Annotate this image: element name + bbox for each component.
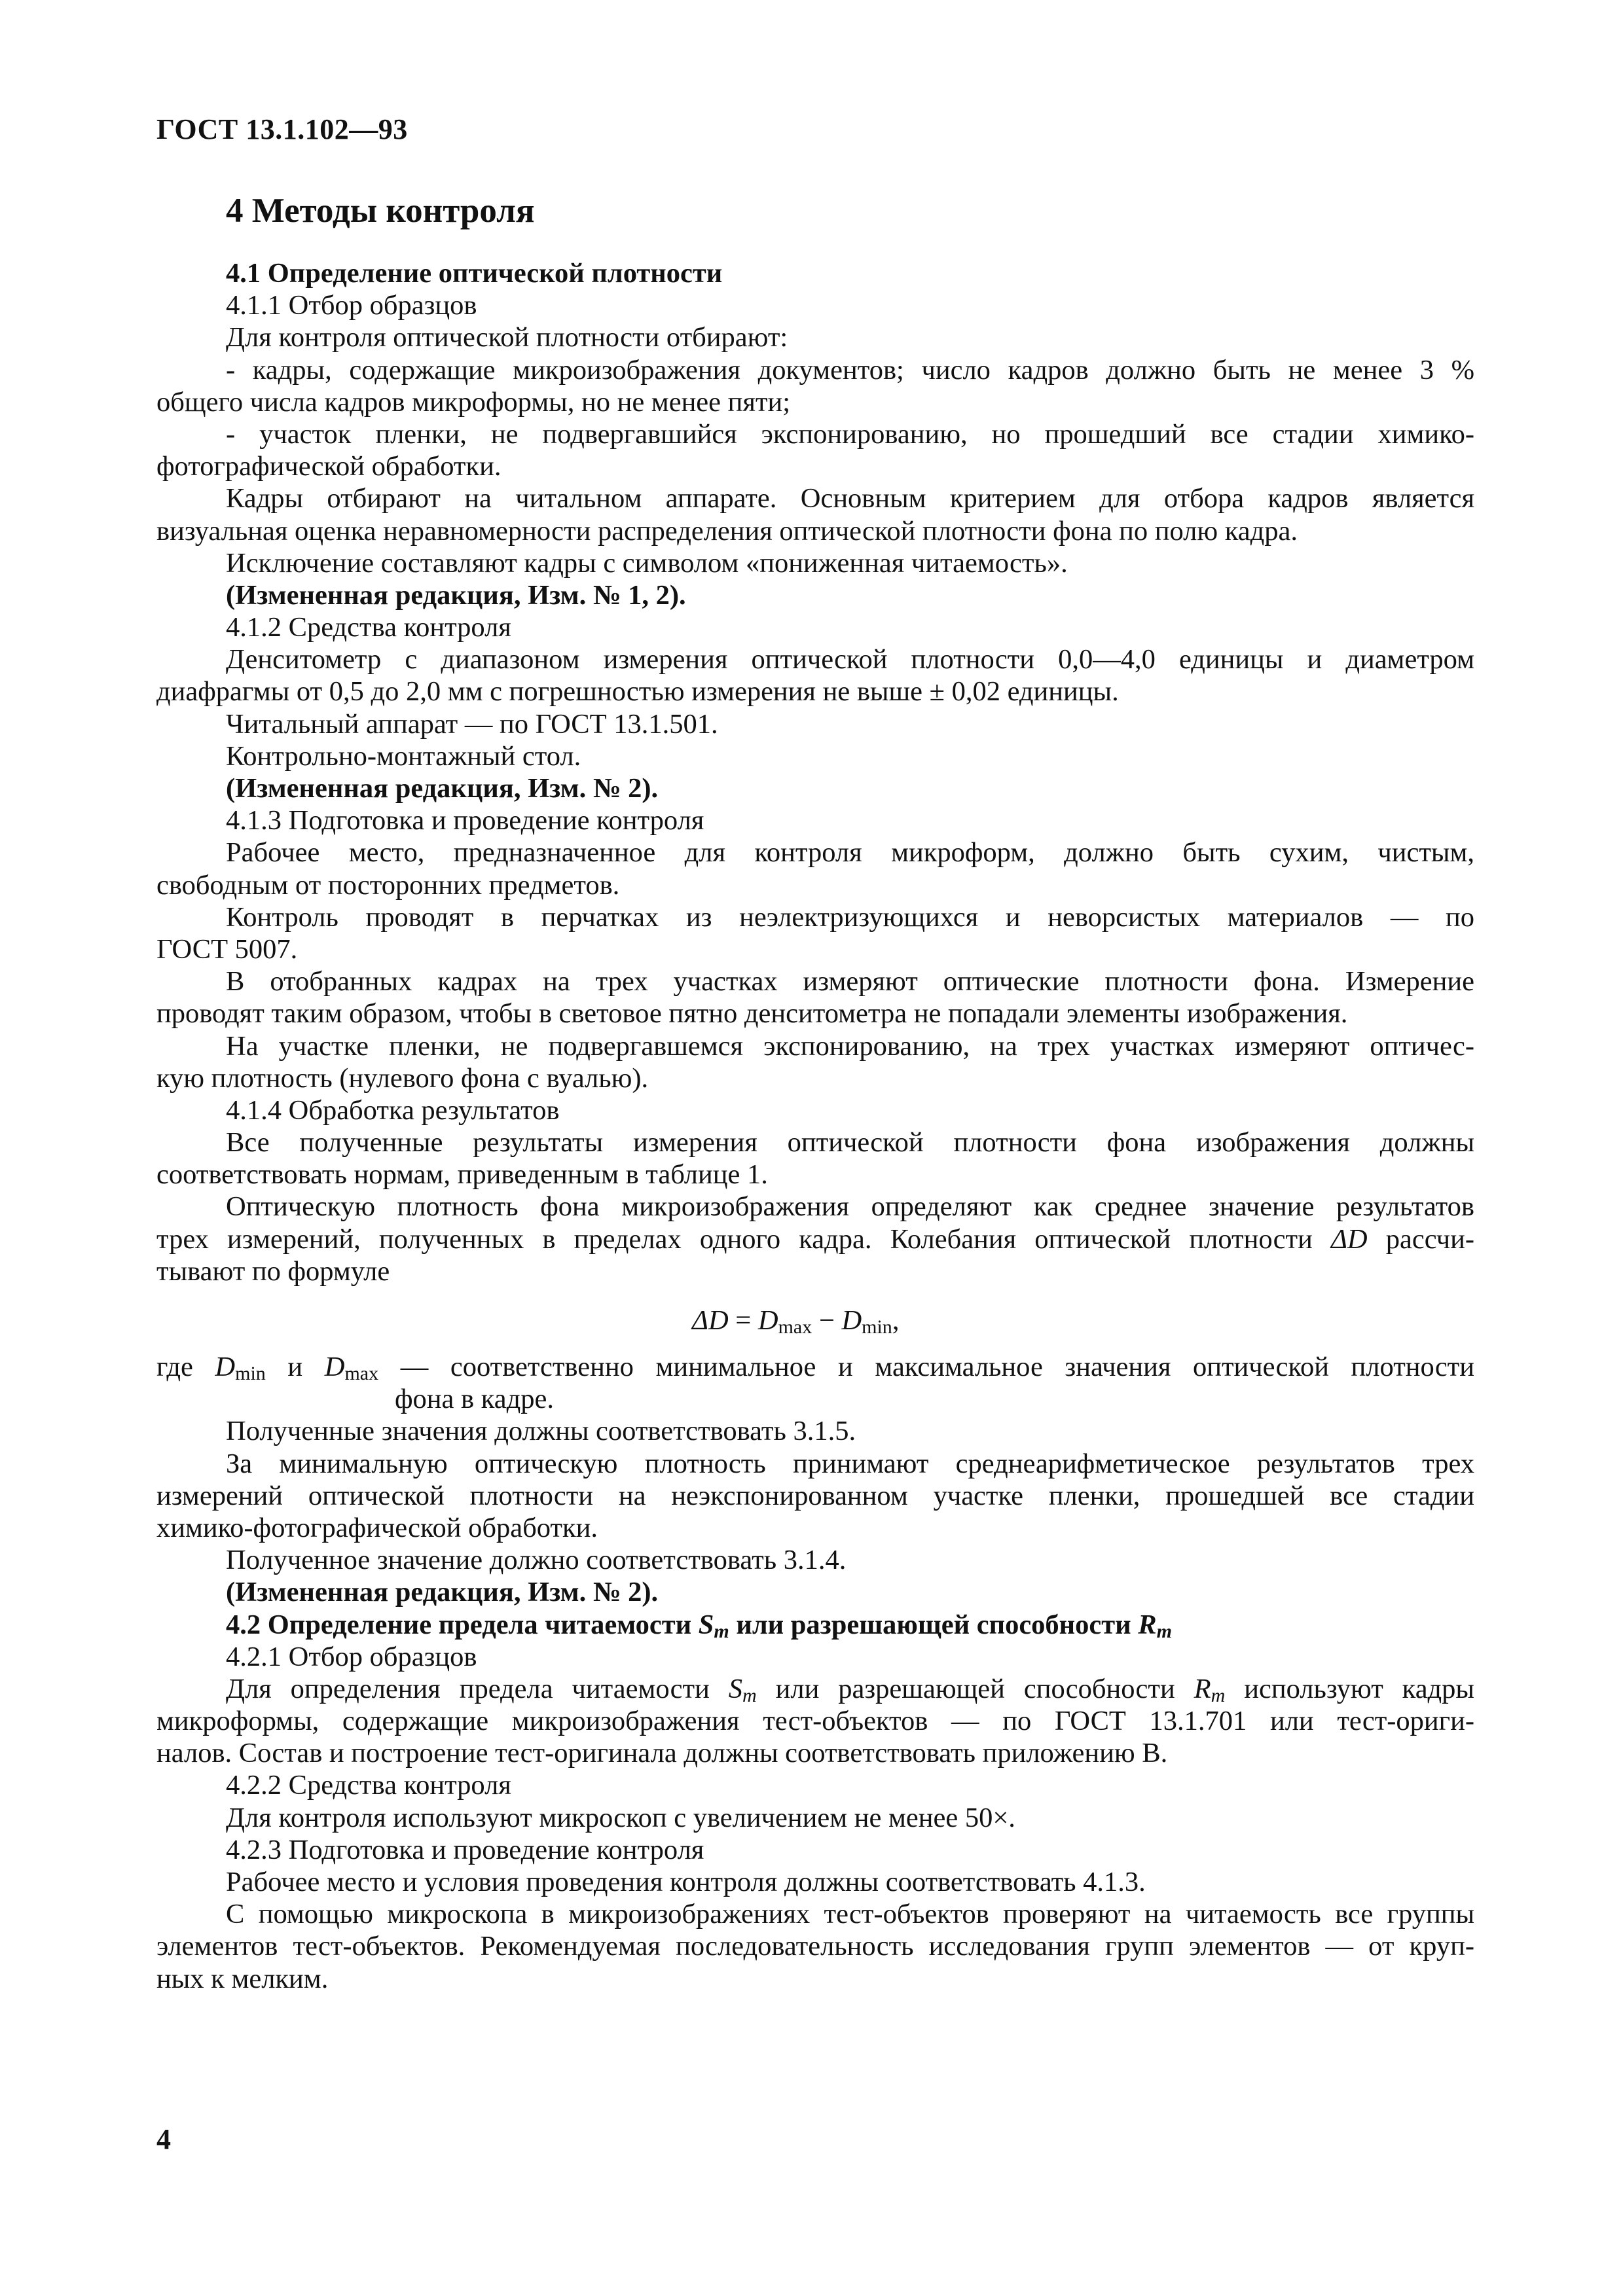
text-line: С помощью микроскопа в микроизображениях тест-объектов проверяют на читаемость все группы bbox=[226, 1899, 1474, 1930]
text-line: - кадры, содержащие микроизображения документов; число кадров должно быть не менее 3 % bbox=[226, 354, 1474, 386]
text-line: визуальная оценка неравномерности распределения оптической плотности фона по полю кадра. bbox=[156, 515, 1298, 547]
symbol-d: D bbox=[215, 1352, 236, 1382]
text-line: диафрагмы от 0,5 до 2,0 мм с погрешностью измерения не выше ± 0,02 единицы. bbox=[156, 676, 1119, 708]
amendment-note: (Измененная редакция, Изм. № 2). bbox=[226, 773, 659, 804]
text-line: свободным от посторонних предметов. bbox=[156, 869, 620, 901]
page-number: 4 bbox=[156, 2123, 171, 2155]
text-line: общего числа кадров микроформы, но не менее пяти; bbox=[156, 386, 791, 418]
symbol-s: S bbox=[698, 1609, 714, 1640]
text-line: тывают по формуле bbox=[156, 1255, 390, 1287]
section-title: 4 Методы контроля bbox=[226, 192, 535, 230]
text-line: проводят таким образом, чтобы в световое пятно денситометра не попадали элементы изображения. bbox=[156, 998, 1348, 1030]
text-line: фотографической обработки. bbox=[156, 451, 501, 482]
symbol-s: S bbox=[728, 1673, 743, 1704]
formula-d: D bbox=[841, 1305, 862, 1336]
where-line bbox=[156, 1351, 1474, 1383]
text-line: Все полученные результаты измерения оптической плотности фона изображения должны bbox=[226, 1127, 1474, 1158]
clause-heading: 4.1.4 Обработка результатов bbox=[226, 1094, 560, 1126]
subsection-heading bbox=[156, 1609, 1474, 1641]
text-line: Полученное значение должно соответствовать 3.1.4. bbox=[226, 1545, 847, 1576]
symbol-r: R bbox=[1194, 1673, 1211, 1704]
text-line: кую плотность (нулевого фона с вуалью). bbox=[156, 1062, 649, 1094]
clause-heading: 4.2.1 Отбор образцов bbox=[226, 1641, 477, 1672]
text-line: Полученные значения должны соответствовать 3.1.5. bbox=[226, 1416, 856, 1447]
clause-heading: 4.2.2 Средства контроля bbox=[226, 1770, 511, 1801]
subscript-m: m bbox=[1156, 1620, 1172, 1642]
subscript-m: m bbox=[742, 1684, 757, 1706]
text-line: Контрольно-монтажный стол. bbox=[226, 740, 581, 772]
text-line: Читальный аппарат — по ГОСТ 13.1.501. bbox=[226, 708, 718, 740]
text-line: Для контроля используют микроскоп с увеличением не менее 50×. bbox=[226, 1802, 1015, 1833]
formula-delta-d bbox=[156, 1295, 1474, 1347]
text-fragment: используют кадры bbox=[1225, 1673, 1474, 1704]
subscript-max: max bbox=[344, 1363, 379, 1384]
text-fragment: Для определения предела читаемости bbox=[226, 1673, 729, 1704]
formula-comma: , bbox=[892, 1305, 900, 1336]
text-line: химико-фотографической обработки. bbox=[156, 1512, 598, 1543]
text-line: ГОСТ 5007. bbox=[156, 933, 298, 965]
document-header: ГОСТ 13.1.102—93 bbox=[156, 113, 408, 145]
text-fragment: и bbox=[265, 1352, 325, 1382]
formula-lhs: ΔD bbox=[692, 1305, 729, 1336]
text-line: За минимальную оптическую плотность принимают среднеарифметическое результатов трех bbox=[226, 1448, 1474, 1479]
text-line-delta-d bbox=[156, 1223, 1474, 1255]
subscript-m: m bbox=[714, 1620, 729, 1642]
text-line: В отобранных кадрах на трех участках измеряют оптические плотности фона. Измерение bbox=[226, 966, 1474, 997]
subscript-m: m bbox=[1211, 1684, 1226, 1706]
subscript-min: min bbox=[235, 1363, 266, 1384]
text-fragment: трех измерений, полученных в пределах одного кадра. Колебания оптической плотности bbox=[156, 1223, 1331, 1255]
text-line: Оптическую плотность фона микроизображения определяют как среднее значение результатов bbox=[226, 1191, 1474, 1223]
text-line: Денситометр с диапазоном измерения оптической плотности 0,0—4,0 единицы и диаметром bbox=[226, 644, 1474, 675]
text-fragment: где bbox=[156, 1352, 215, 1382]
text-line: ных к мелким. bbox=[156, 1963, 329, 1994]
heading-fragment: 4.2 Определение предела читаемости bbox=[226, 1609, 699, 1640]
symbol-r: R bbox=[1138, 1609, 1157, 1640]
delta-d-symbol: ΔD bbox=[1330, 1223, 1368, 1255]
text-line: измерений оптической плотности на неэкспонированном участке пленки, прошедшей все стадии bbox=[156, 1480, 1474, 1511]
subsection-heading: 4.1 Определение оптической плотности bbox=[226, 258, 723, 289]
clause-heading: 4.1.3 Подготовка и проведение контроля bbox=[226, 805, 704, 836]
text-line: На участке пленки, не подвергавшемся экспонированию, на трех участках измеряют оптичес- bbox=[226, 1030, 1474, 1062]
clause-heading: 4.1.1 Отбор образцов bbox=[226, 290, 477, 321]
formula-d: D bbox=[757, 1305, 778, 1336]
amendment-note: (Измененная редакция, Изм. № 1, 2). bbox=[226, 579, 686, 611]
text-line: Исключение составляют кадры с символом «пониженная читаемость». bbox=[226, 547, 1068, 579]
formula-subscript-min: min bbox=[862, 1316, 892, 1338]
text-line: Контроль проводят в перчатках из неэлектризующихся и неворсистых материалов — по bbox=[226, 901, 1474, 933]
text-line: Кадры отбирают на читальном аппарате. Основным критерием для отбора кадров является bbox=[226, 483, 1474, 514]
text-line: Рабочее место и условия проведения контроля должны соответствовать 4.1.3. bbox=[226, 1867, 1146, 1897]
text-line: фона в кадре. bbox=[395, 1384, 554, 1415]
clause-heading: 4.1.2 Средства контроля bbox=[226, 612, 511, 643]
text-fragment: рассчи- bbox=[1367, 1223, 1474, 1255]
text-line: налов. Состав и построение тест-оригинала должны соответствовать приложению В. bbox=[156, 1738, 1168, 1769]
text-line: микроформы, содержащие микроизображения тест-объектов — по ГОСТ 13.1.701 или тест-ориги- bbox=[156, 1706, 1474, 1737]
text-line: Рабочее место, предназначенное для контроля микроформ, должно быть сухим, чистым, bbox=[226, 837, 1474, 869]
text-line-sm-rm bbox=[156, 1673, 1474, 1705]
amendment-note: (Измененная редакция, Изм. № 2). bbox=[226, 1577, 659, 1608]
text-fragment: — соответственно минимальное и максимальное значения оптической плотности bbox=[378, 1352, 1474, 1382]
document-body bbox=[156, 257, 1474, 1995]
text-line: Для контроля оптической плотности отбирают: bbox=[226, 322, 788, 353]
text-line: - участок пленки, не подвергавшийся экспонированию, но прошедший все стадии химико- bbox=[226, 418, 1474, 450]
heading-fragment: или разрешающей способности bbox=[729, 1609, 1139, 1640]
text-line: элементов тест-объектов. Рекомендуемая последовательность исследования групп элементов — от круп- bbox=[156, 1931, 1474, 1962]
clause-heading: 4.2.3 Подготовка и проведение контроля bbox=[226, 1834, 704, 1865]
text-line: соответствовать нормам, приведенным в таблице 1. bbox=[156, 1159, 768, 1191]
formula-equals: = bbox=[728, 1305, 758, 1336]
symbol-d: D bbox=[324, 1352, 345, 1382]
formula-minus: − bbox=[812, 1305, 842, 1336]
text-fragment: или разрешающей способности bbox=[756, 1673, 1194, 1704]
formula-subscript-max: max bbox=[778, 1316, 812, 1338]
